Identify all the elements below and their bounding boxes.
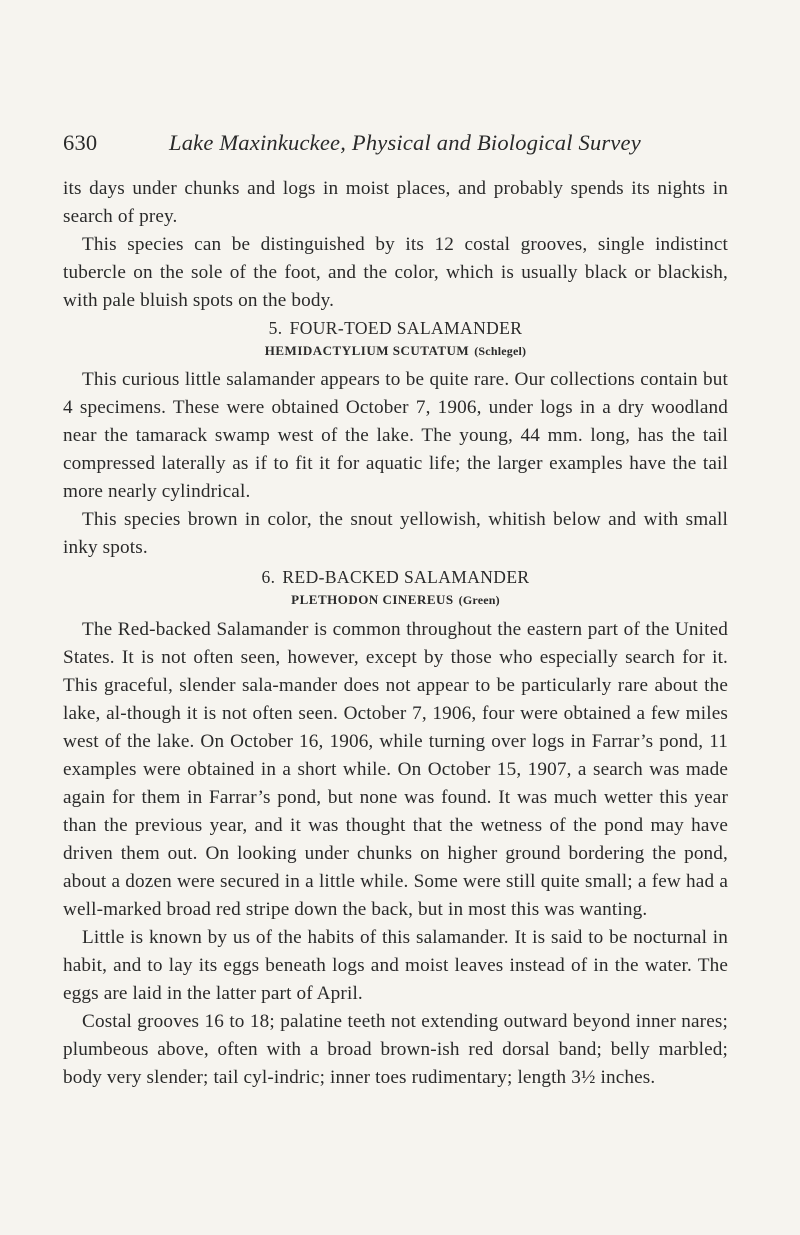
species-number: 6.: [261, 567, 276, 587]
running-title: Lake Maxinkuckee, Physical and Biological Survey: [169, 130, 641, 155]
body-paragraph: Costal grooves 16 to 18; palatine teeth not extending outward beyond inner nares; plumbeous above, often with a broad brown-ish red dorsal band; belly marbled; body very slender; tail cyl-indric; inner toes rudimentary; length 3½ inches.: [63, 1011, 728, 1088]
species-common-name: [63, 316, 728, 340]
species-author: (Green): [458, 593, 500, 607]
body-paragraph: its days under chunks and logs in moist places, and probably spends its nights in search of prey.: [63, 178, 728, 227]
species-scientific-name: [63, 340, 728, 362]
species-5-body: [63, 366, 728, 562]
species-common-name: [63, 565, 728, 589]
body-paragraph: This curious little salamander appears to be quite rare. Our collections contain but 4 specimens. These were obtained October 7, 1906, under logs in a dry woodland near the tamarack swamp west of the lake. The young, 44 mm. long, has the tail compressed laterally as if to fit it for aquatic life; the larger examples have the tail more nearly cylindrical.: [63, 369, 728, 502]
body-paragraph: The Red-backed Salamander is common throughout the eastern part of the United States. It is not often seen, however, except by those who especially search for it. This graceful, slender sala-mander does not appear to be particularly rare about the lake, al-though it is not often seen. October 7, 1906, four were obtained a few miles west of the lake. On October 16, 1906, while turning over logs in Farrar’s pond, 11 examples were obtained in a short while. On October 15, 1907, a search was made again for them in Farrar’s pond, but none was found. It was much wetter this year than the previous year, and it was thought that the wetness of the pond may have driven them out. On looking under chunks on higher ground bordering the pond, about a dozen were secured in a little while. Some were still quite small; a few had a well-marked broad red stripe down the back, but in most this was wanting.: [63, 619, 728, 920]
species-scientific-name: [63, 589, 728, 611]
scientific-name: PLETHODON CINEREUS: [291, 592, 454, 607]
body-paragraph: This species brown in color, the snout yellowish, whitish below and with small inky spots.: [63, 509, 728, 558]
species-author: (Schlegel): [474, 344, 527, 358]
page-number: 630: [63, 130, 98, 155]
scientific-name: HEMIDACTYLIUM SCUTATUM: [264, 343, 470, 358]
common-name: RED-BACKED SALAMANDER: [282, 567, 530, 587]
body-paragraph: Little is known by us of the habits of this salamander. It is said to be nocturnal in habit, and to lay its eggs beneath logs and moist leaves instead of in the water. The eggs are laid in the latter part of April.: [63, 927, 728, 1004]
document-page: [63, 128, 728, 1088]
page-header: [63, 128, 728, 158]
species-6-body: [63, 616, 728, 1092]
species-number: 5.: [268, 318, 283, 338]
body-paragraph: This species can be distinguished by its 12 costal grooves, single indistinct tubercle on the sole of the foot, and the color, which is usually black or blackish, with pale bluish spots on the body.: [63, 234, 728, 311]
intro-section: [63, 175, 728, 315]
common-name: FOUR-TOED SALAMANDER: [289, 318, 523, 338]
species-heading-6: [63, 565, 728, 611]
species-heading-5: [63, 316, 728, 362]
